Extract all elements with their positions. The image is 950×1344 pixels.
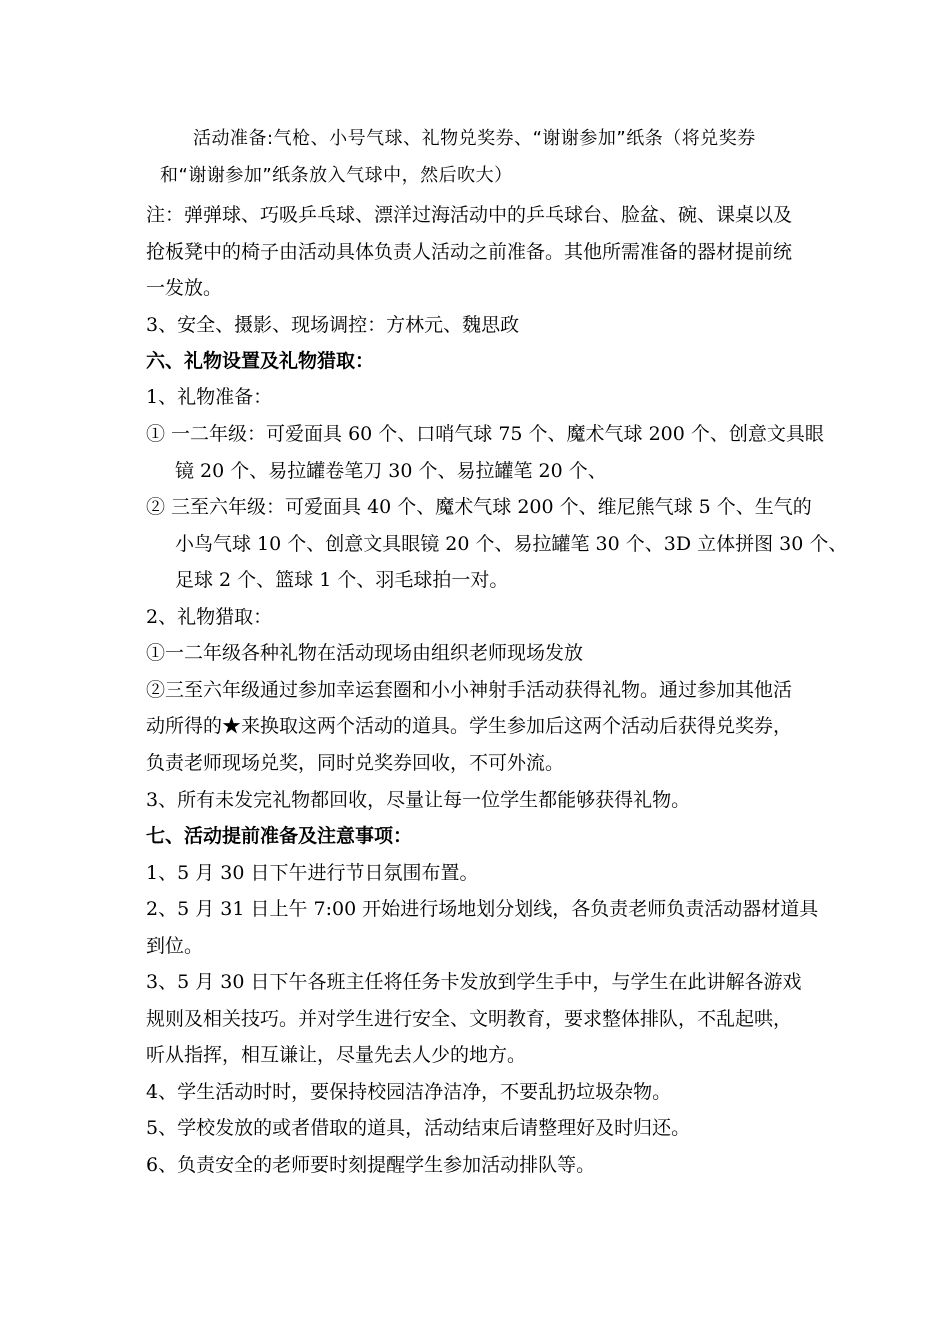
section-seven-heading: 七、活动提前准备及注意事项： [146, 825, 413, 847]
item-4-line: 4、学生活动时时，要保持校园洁净洁净，不要乱扔垃圾杂物。 [146, 1081, 672, 1103]
gift-get-line-4: 负责老师现场兑奖，同时兑奖券回收，不可外流。 [146, 752, 565, 774]
gift-get-line-2: ②三至六年级通过参加幸运套圈和小小神射手活动获得礼物。通过参加其他活 [146, 679, 793, 701]
gift-get-line-1: ①一二年级各种礼物在活动现场由组织老师现场发放 [146, 642, 584, 664]
item-1-line: 1、5 月 30 日下午进行节日氛围布置。 [146, 862, 479, 884]
item-3-line-1: 3、5 月 30 日下午各班主任将任务卡发放到学生手中，与学生在此讲解各游戏 [146, 971, 802, 993]
grade36-line-1: ② 三至六年级：可爱面具 40 个、魔术气球 200 个、维尼熊气球 5 个、生气的 [146, 496, 812, 518]
gift-get-line-3: 动所得的★来换取这两个活动的道具。学生参加后这两个活动后获得兑奖券， [146, 715, 793, 737]
section-six-heading: 六、礼物设置及礼物猎取： [146, 350, 375, 372]
item-6-line: 6、负责安全的老师要时刻提醒学生参加活动排队等。 [146, 1154, 596, 1176]
prep-line-1: 活动准备:气枪、小号气球、礼物兑奖券、“谢谢参加”纸条（将兑奖券 [193, 128, 756, 149]
safety-line: 3、安全、摄影、现场调控：方林元、魏思政 [146, 314, 520, 336]
grade12-line-1: ① 一二年级：可爱面具 60 个、口哨气球 75 个、魔术气球 200 个、创意文具眼 [146, 423, 824, 445]
note-line-2: 抢板凳中的椅子由活动具体负责人活动之前准备。其他所需准备的器材提前统 [146, 241, 793, 263]
note-line-1: 注：弹弹球、巧吸乒乓球、漂洋过海活动中的乒乓球台、脸盆、碗、课桌以及 [146, 204, 793, 226]
grade12-line-2: 镜 20 个、易拉罐卷笔刀 30 个、易拉罐笔 20 个、 [175, 460, 607, 482]
prep-line-2: 和“谢谢参加”纸条放入气球中，然后吹大） [160, 165, 513, 186]
item-5-line: 5、学校发放的或者借取的道具，活动结束后请整理好及时归还。 [146, 1117, 691, 1139]
gift-prep-heading: 1、礼物准备： [146, 386, 273, 408]
grade36-line-3: 足球 2 个、篮球 1 个、羽毛球拍一对。 [175, 569, 509, 591]
gift-recycle-line: 3、所有未发完礼物都回收，尽量让每一位学生都能够获得礼物。 [146, 789, 691, 811]
grade36-line-2: 小鸟气球 10 个、创意文具眼镜 20 个、易拉罐笔 30 个、3D 立体拼图 30 个、 [175, 533, 848, 555]
item-2-line-1: 2、5 月 31 日上午 7:00 开始进行场地划分划线，各负责老师负责活动器材道具 [146, 898, 819, 920]
note-line-3: 一发放。 [146, 277, 223, 299]
item-3-line-2: 规则及相关技巧。并对学生进行安全、文明教育，要求整体排队，不乱起哄， [146, 1008, 793, 1030]
item-3-line-3: 听从指挥，相互谦让，尽量先去人少的地方。 [146, 1044, 527, 1066]
gift-get-heading: 2、礼物猎取： [146, 606, 273, 628]
item-2-line-2: 到位。 [146, 935, 204, 957]
